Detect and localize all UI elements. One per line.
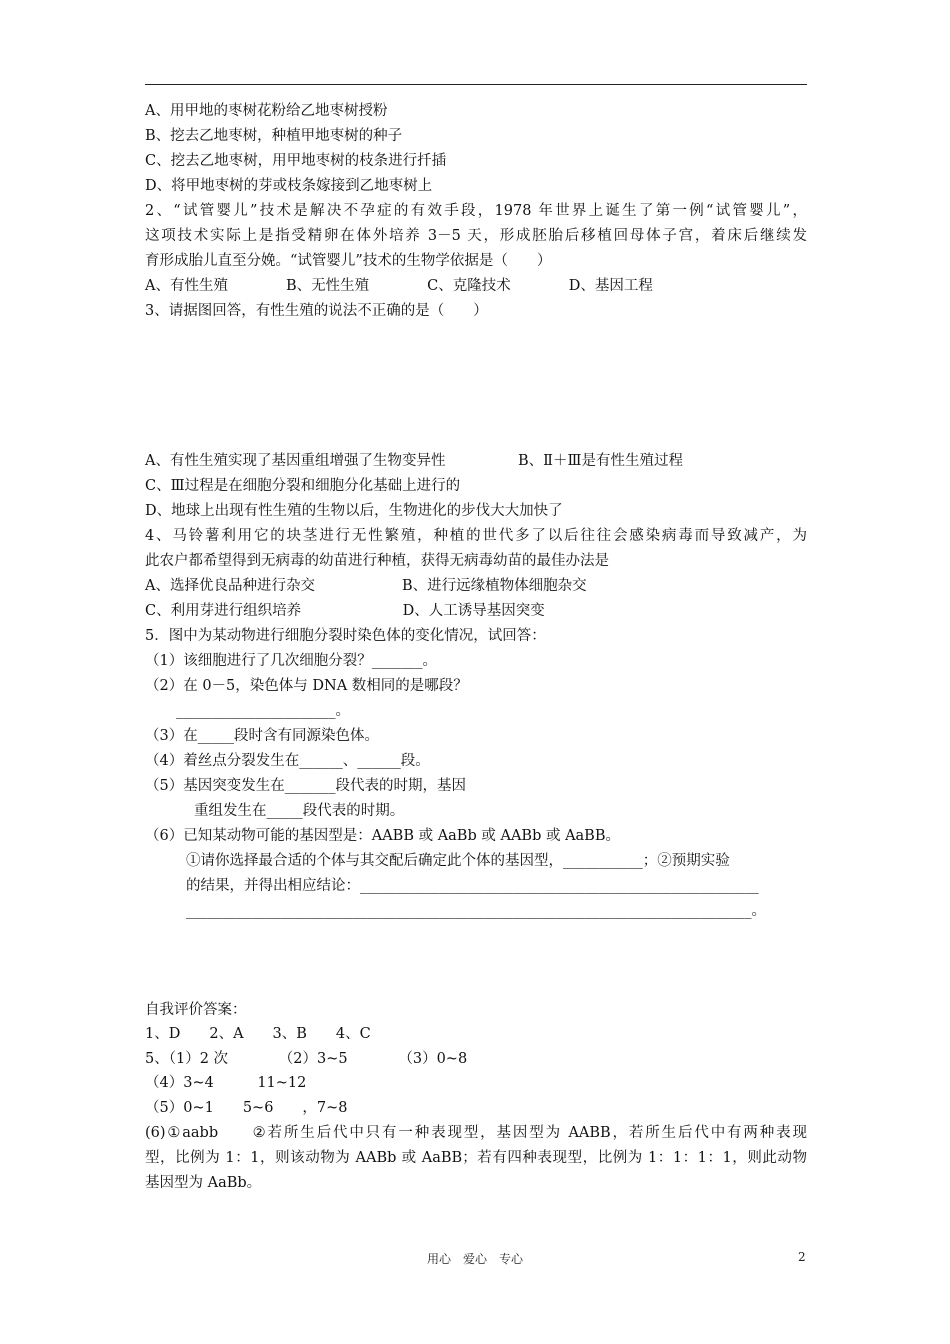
answers-line1: 1、D 2、A 3、B 4、C [145,1026,371,1042]
q3-option-a-b: A、有性生殖实现了基因重组增强了生物变异性 B、Ⅱ＋Ⅲ是有性生殖过程 [145,453,683,469]
q2-stem-line2: 这项技术实际上是指受精卵在体外培养 3－5 天，形成胚胎后移植回母体子宫，着床后继续发 [145,228,807,244]
q2-stem-line1: 2、“试管婴儿”技术是解决不孕症的有效手段，1978 年世界上诞生了第一例“试管婴儿”， [145,203,807,219]
q5-part5-line1: （5）基因突变发生在_______段代表的时期，基因 [145,778,466,794]
q5-part2: （2）在 0－5，染色体与 DNA 数相同的是哪段？ [145,678,468,694]
q4-stem-line2: 此农户都希望得到无病毒的幼苗进行种植，获得无病毒幼苗的最佳办法是 [145,553,609,569]
q2-stem-line3: 育形成胎儿直至分娩。“试管婴儿”技术的生物学依据是（ ） [145,253,552,269]
answers-line7: 基因型为 AaBb。 [145,1175,262,1191]
q5-part6-line-a: ①请你选择最合适的个体与其交配后确定此个体的基因型，___________；②预期实验 [186,853,730,869]
q5-stem: 5．图中为某动物进行细胞分裂时染色体的变化情况，试回答： [145,628,546,644]
q5-part6-line-b: 的结果，并得出相应结论：_______________________________________________________ [186,878,759,894]
answers-line2: 5、（1）2 次 （2）3~5 （3）0~8 [145,1051,468,1067]
answers-title: 自我评价答案： [145,1002,247,1018]
header-rule [145,84,807,85]
q5-part6-line-c: ______________________________________________________________________________。 [186,903,766,919]
q5-part3: （3）在_____段时含有同源染色体。 [145,728,379,744]
page-number: 2 [798,1250,806,1264]
q1-option-d: D、将甲地枣树的芽或枝条嫁接到乙地枣树上 [145,178,433,194]
q1-option-b: B、挖去乙地枣树，种植甲地枣树的种子 [145,128,403,144]
q3-option-d: D、地球上出现有性生殖的生物以后，生物进化的步伐大大加快了 [145,503,563,519]
q4-option-c-d: C、利用芽进行组织培养 D、人工诱导基因突变 [145,603,545,619]
q5-part1: （1）该细胞进行了几次细胞分裂？_______。 [145,653,437,669]
q3-option-c: C、Ⅲ过程是在细胞分裂和细胞分化基础上进行的 [145,478,461,494]
answers-line3: （4）3~4 11~12 [145,1075,307,1091]
q4-option-a-b: A、选择优良品种进行杂交 B、进行远缘植物体细胞杂交 [145,578,587,594]
q1-option-a: A、用甲地的枣树花粉给乙地枣树授粉 [145,103,388,119]
q2-options: A、有性生殖 B、无性生殖 C、克隆技术 D、基因工程 [145,278,653,294]
answers-line5: (6)①aabb ②若所生后代中只有一种表现型，基因型为 AABB，若所生后代中有两种表现 [145,1125,807,1141]
q3-stem: 3、请据图回答，有性生殖的说法不正确的是（ ） [145,303,488,319]
q5-part6: （6）已知某动物可能的基因型是：AABB 或 AaBb 或 AABb 或 AaBB。 [145,828,620,844]
answers-line4: （5）0~1 5~6 ，7~8 [145,1100,348,1116]
footer-motto: 用心 爱心 专心 [426,1252,523,1266]
answers-line6: 型，比例为 1：1，则该动物为 AABb 或 AaBB；若有四种表现型，比例为 1：1：1：1，则此动物 [145,1150,807,1166]
q5-part5-line2: 重组发生在_____段代表的时期。 [194,803,405,819]
q4-stem-line1: 4、马铃薯利用它的块茎进行无性繁殖，种植的世代多了以后往往会感染病毒而导致减产，为 [145,528,807,544]
q1-option-c: C、挖去乙地枣树，用甲地枣树的枝条进行扦插 [145,153,447,169]
q5-part4: （4）着丝点分裂发生在______、______段。 [145,753,430,769]
q5-part2-blank: ______________________。 [176,703,350,719]
